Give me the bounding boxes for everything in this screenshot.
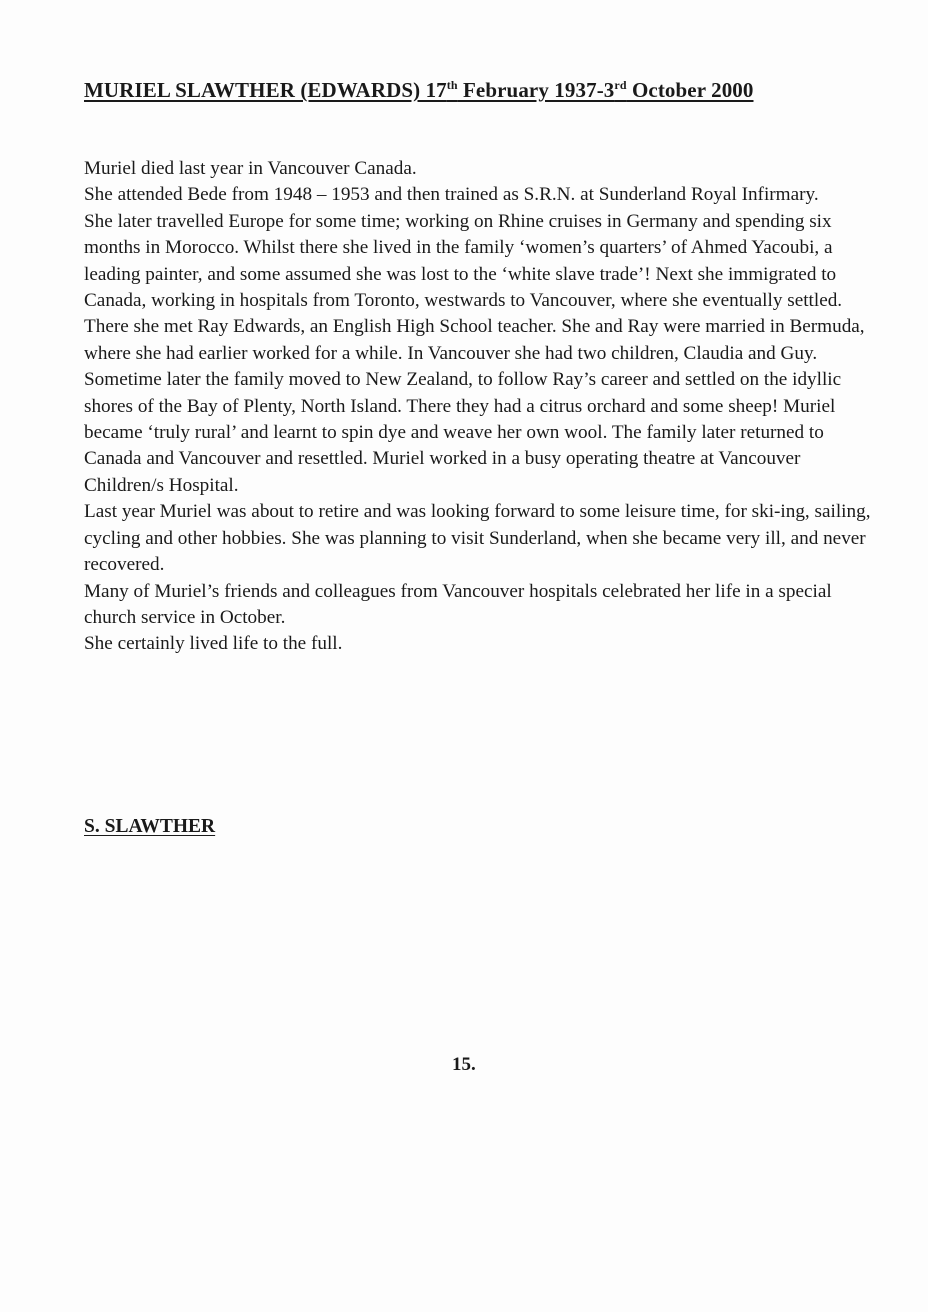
page-number: 15.: [452, 1054, 476, 1075]
paragraph-closing: She certainly lived life to the full.: [84, 633, 343, 655]
title-birth-rest: February 1937-3: [457, 78, 615, 102]
obituary-title: [84, 78, 754, 103]
paragraph-life-story: She later travelled Europe for some time; working on Rhine cruises in Germany and spending six months in Morocco. Whilst there she lived in the family ‘women’s quarters’ of Ahmed Yacoubi, a leading painter, and some assumed she was lost to the ‘white slave trade’! Next she immigrated to Canada, working in hospitals from Toronto, westwards to Vancouver, where she eventually settled. There she met Ray Edwards, an English High School teacher. She and Ray were married in Bermuda, where she had earlier worked for a while. In Vancouver she had two children, Claudia and Guy. Sometime later the family moved to New Zealand, to follow Ray’s career and settled on the idyllic shores of the Bay of Plenty, North Island. There they had a citrus orchard and some sheep! Muriel became ‘truly rural’ and learnt to spin dye and weave her own wool. The family later returned to Canada and Vancouver and resettled. Muriel worked in a busy operating theatre at Vancouver Children/s Hospital.: [84, 210, 865, 496]
title-death-rest: October 2000: [626, 78, 754, 102]
paragraph-education: She attended Bede from 1948 – 1953 and then trained as S.R.N. at Sunderland Royal Infirmary.: [84, 184, 819, 206]
title-death-suffix: rd: [614, 78, 627, 92]
paragraph-death: Muriel died last year in Vancouver Canada.: [84, 158, 417, 179]
obituary-body: [84, 156, 874, 658]
paragraph-memorial: Many of Muriel’s friends and colleagues from Vancouver hospitals celebrated her life in a special church service in October.: [84, 580, 832, 628]
author-signature: S. SLAWTHER: [84, 816, 216, 837]
paragraph-retirement: Last year Muriel was about to retire and was looking forward to some leisure time, for ski-ing, sailing, cycling and other hobbies. She was planning to visit Sunderland, when she became very ill, and never recovered.: [84, 501, 871, 576]
title-name: MURIEL SLAWTHER (EDWARDS) 17: [84, 78, 447, 102]
title-birth-suffix: th: [446, 78, 458, 92]
